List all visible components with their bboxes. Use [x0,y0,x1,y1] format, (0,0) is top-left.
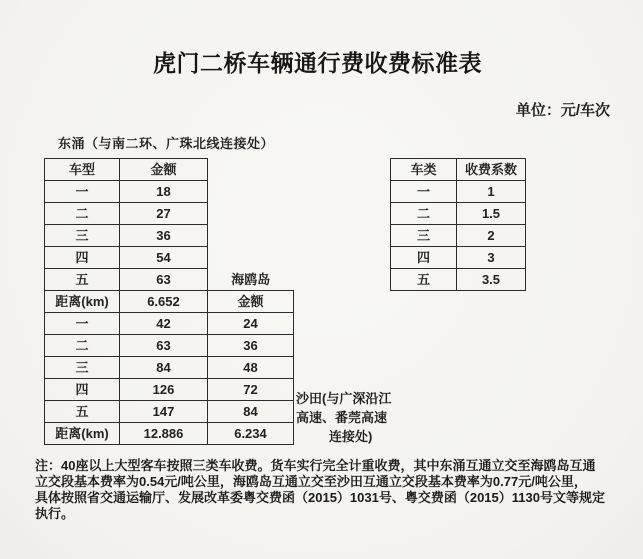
vehicle-class-cell: 二 [45,335,120,357]
table-row [45,247,294,269]
distance-row-label: 距离(km) [45,291,120,313]
table-row [45,313,294,335]
shatian-caption-line: 连接处) [329,429,373,444]
vehicle-class-cell: 二 [391,203,457,225]
table-row [391,225,526,247]
coefficient-cell: 1.5 [457,203,526,225]
table-row [45,159,294,181]
shatian-section-caption [296,389,430,446]
spacer-cell [208,159,294,181]
toll-amount-cell: 48 [208,357,294,379]
coefficient-cell: 2 [457,225,526,247]
table-row [45,181,294,203]
toll-amount-cell: 63 [120,335,208,357]
vehicle-class-cell: 三 [45,357,120,379]
table-row [45,203,294,225]
col-header-vehicle-type: 车型 [45,159,120,181]
table-row [45,225,294,247]
dongchong-section-caption: 东涌（与南二环、广珠北线连接处） [58,136,275,151]
vehicle-class-cell: 一 [45,313,120,335]
toll-amount-cell: 147 [120,401,208,423]
unit-label: 单位：元/车次 [515,102,610,119]
shatian-caption-line: 沙田(与广深沿江 [296,391,392,406]
footnote-line: 注：40座以上大型客车按照三类车收费。货车实行完全计重收费，其中东涌互通立交至海鸥岛互通 [35,458,596,473]
spacer-cell [208,247,294,269]
toll-amount-cell: 42 [120,313,208,335]
vehicle-class-cell: 三 [391,225,457,247]
vehicle-class-cell: 一 [45,181,120,203]
spacer-cell [208,203,294,225]
col-header-coefficient: 收费系数 [457,159,526,181]
vehicle-class-cell: 一 [391,181,457,203]
distance-value-cell: 12.886 [120,423,208,445]
toll-amount-cell: 36 [120,225,208,247]
col-header-amount-haioudao: 金额 [208,291,294,313]
spacer-cell [208,225,294,247]
distance-row-label: 距离(km) [45,423,120,445]
col-header-amount: 金额 [120,159,208,181]
vehicle-class-cell: 五 [45,269,120,291]
spacer-cell [208,181,294,203]
col-header-vehicle-class: 车类 [391,159,457,181]
toll-amount-cell: 27 [120,203,208,225]
shatian-caption-line: 高速、番莞高速 [296,410,388,425]
toll-amount-cell: 126 [120,379,208,401]
toll-amount-cell: 84 [120,357,208,379]
table-row [45,357,294,379]
table-row [391,159,526,181]
table-row [391,203,526,225]
table-row [391,269,526,291]
toll-amount-cell: 84 [208,401,294,423]
vehicle-class-cell: 五 [391,269,457,291]
vehicle-class-coefficient-table [390,158,526,291]
table-row [391,247,526,269]
coefficient-cell: 3.5 [457,269,526,291]
table-row [45,379,294,401]
toll-amount-cell: 24 [208,313,294,335]
vehicle-class-cell: 五 [45,401,120,423]
distance-value-cell: 6.652 [120,291,208,313]
footnote [35,458,635,522]
toll-amount-cell: 63 [120,269,208,291]
haioudao-label: 海鸥岛 [231,271,271,287]
vehicle-class-cell: 二 [45,203,120,225]
vehicle-class-cell: 四 [45,247,120,269]
vehicle-class-cell: 四 [45,379,120,401]
dongchong-toll-table [44,158,294,445]
footnote-line: 具体按照省交通运输厅、发展改革委粤交费函（2015）1031号、粤交费函（2015）1130号文等规定 [35,490,605,505]
toll-amount-cell: 72 [208,379,294,401]
footnote-line: 执行。 [35,506,75,521]
coefficient-cell: 3 [457,247,526,269]
vehicle-class-cell: 三 [45,225,120,247]
table-row [45,335,294,357]
table-row [45,423,294,445]
footnote-line: 立交段基本费率为0.54元/吨公里，海鸥岛互通立交至沙田互通立交段基本费率为0.77元/吨公里， [35,474,587,489]
coefficient-cell: 1 [457,181,526,203]
page-title: 虎门二桥车辆通行费收费标准表 [153,50,482,76]
table-row [45,269,294,291]
toll-amount-cell: 36 [208,335,294,357]
table-row [45,291,294,313]
vehicle-class-cell: 四 [391,247,457,269]
toll-amount-cell: 54 [120,247,208,269]
table-row [391,181,526,203]
toll-amount-cell: 18 [120,181,208,203]
table-row [45,401,294,423]
distance-value-cell: 6.234 [208,423,294,445]
